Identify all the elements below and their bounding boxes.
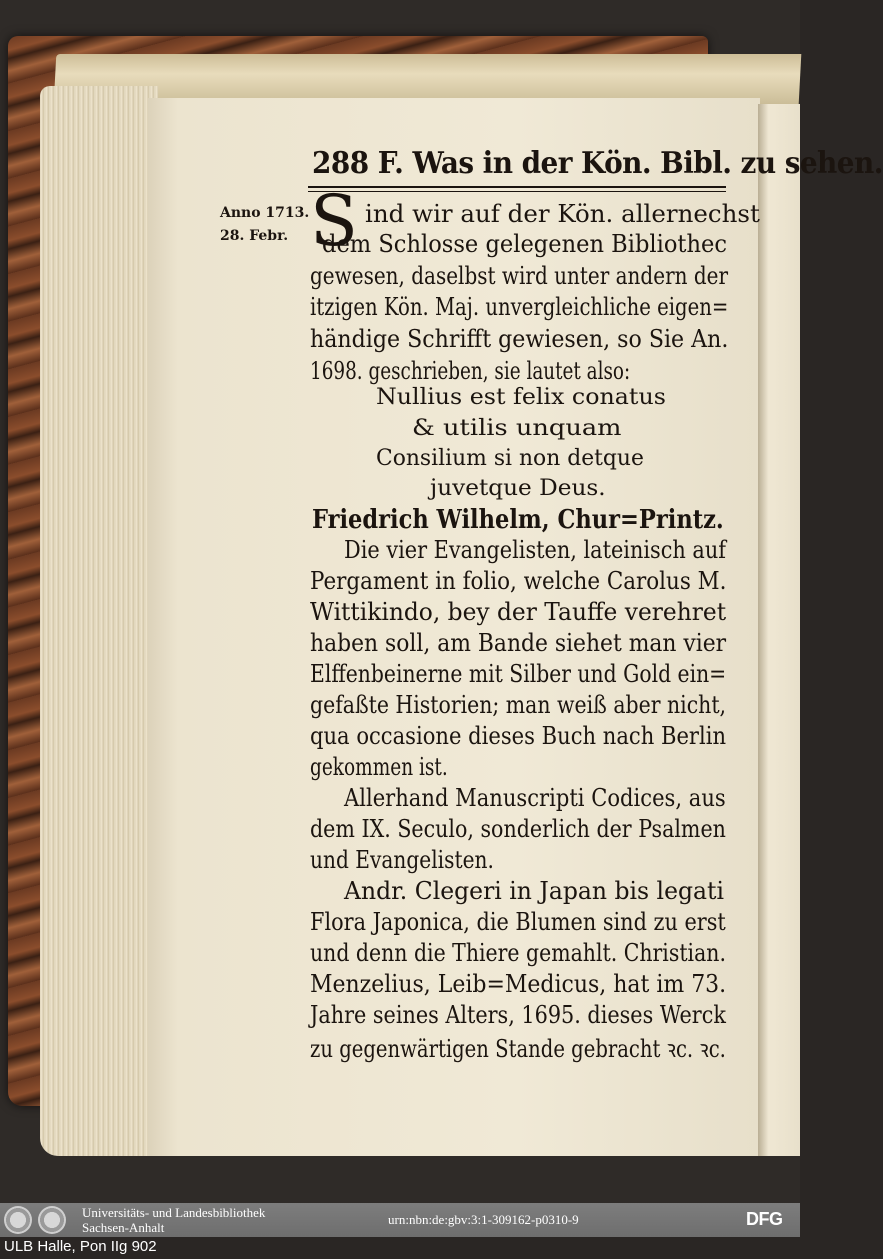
text-line: und Evangelisten. [310, 846, 494, 874]
text-line: haben soll, am Bande siehet man vier [310, 629, 727, 657]
text-line: Flora Japonica, die Blumen sind zu erst [310, 908, 726, 936]
library-name [82, 1205, 265, 1235]
drop-cap: S [310, 180, 358, 262]
text-line: 1698. geschrieben, sie lautet also: [310, 357, 631, 385]
text-line: Nullius est felix conatus [376, 385, 666, 410]
library-name-line2: Sachsen-Anhalt [82, 1220, 165, 1235]
text-line: Jahre seines Alters, 1695. dieses Werck [310, 1001, 726, 1029]
text-line: Menzelius, Leib=Medicus, hat im 73. [310, 970, 727, 998]
text-line: juvetque Deus. [430, 476, 606, 501]
facing-page-edge [758, 104, 800, 1156]
dfg-logo: DFG [746, 1209, 783, 1229]
margin-note-date: 28. Febr. [220, 228, 289, 244]
text-line: gekommen ist. [310, 753, 448, 781]
text-line: Die vier Evangelisten, lateinisch auf [344, 536, 726, 564]
text-line: Pergament in folio, welche Carolus M. [310, 567, 727, 595]
library-name-line1: Universitäts- und Landesbibliothek [82, 1205, 266, 1220]
text-line: gewesen, daselbst wird unter andern der [310, 262, 729, 290]
header-rule-thin [308, 191, 726, 192]
text-line: Allerhand Manuscripti Codices, aus [344, 784, 726, 812]
text-line: Andr. Clegeri in Japan bis legati [344, 877, 724, 905]
header-rule [308, 186, 726, 188]
text-line: Friedrich Wilhelm, Chur=Printz. [312, 505, 724, 535]
text-line: Wittikindo, bey der Tauffe verehret [310, 598, 727, 626]
text-line: dem IX. Seculo, sonderlich der Psalmen [310, 815, 726, 843]
urn-identifier: urn:nbn:de:gbv:3:1-309162-p0310-9 [388, 1212, 579, 1227]
book-top-edge [54, 54, 802, 104]
text-line: zu gegenwärtigen Stande gebracht ꝛc. ꝛc. [310, 1035, 726, 1063]
text-line: Consilium si non detque [376, 446, 644, 471]
page-stack [40, 86, 158, 1156]
image-caption: ULB Halle, Pon IIg 902 [4, 1238, 157, 1255]
margin-note-year: Anno 1713. [220, 205, 310, 221]
text-line: dem Schlosse gelegenen Bibliothec [322, 230, 728, 258]
text-line: händige Schrifft gewiesen, so Sie An. [310, 325, 729, 353]
running-header: 288 F. Was in der Kön. Bibl. zu sehen. [312, 146, 883, 181]
library-seal-icon [38, 1206, 66, 1234]
university-seal-icon [4, 1206, 32, 1234]
text-line: Elffenbeinerne mit Silber und Gold ein= [310, 660, 727, 688]
text-line: & utilis unquam [412, 416, 622, 441]
footer-bar [0, 1203, 800, 1237]
text-line: und denn die Thiere gemahlt. Christian. [310, 939, 726, 967]
text-line: ind wir auf der Kön. allernechst [365, 200, 760, 228]
text-line: gefaßte Historien; man weiß aber nicht, [310, 691, 727, 719]
text-line: itzigen Kön. Maj. unvergleichliche eigen= [310, 293, 729, 321]
text-line: qua occasione dieses Buch nach Berlin [310, 722, 727, 750]
